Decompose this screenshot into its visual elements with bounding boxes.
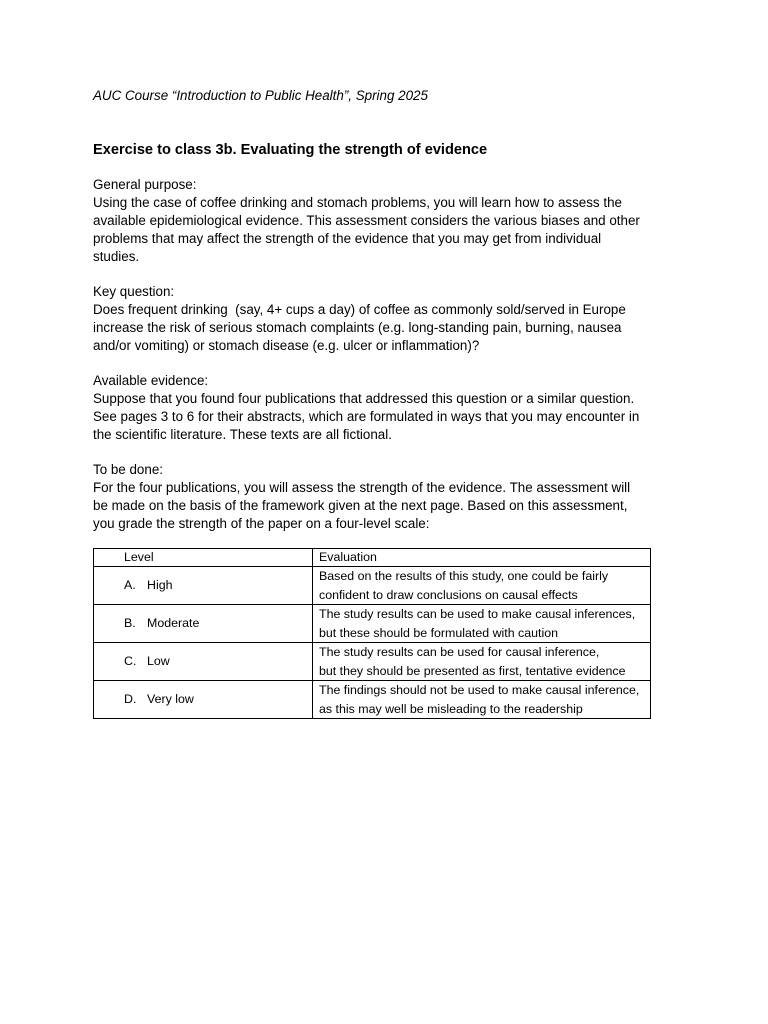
section-line: studies. <box>93 249 140 264</box>
table-row <box>94 643 651 681</box>
evaluation-line: confident to draw conclusions on causal effects <box>319 587 578 602</box>
evaluation-cell <box>313 567 651 605</box>
course-header: AUC Course “Introduction to Public Health”, Spring 2025 <box>93 88 428 103</box>
section-heading: Key question: <box>93 284 175 299</box>
section-line: you grade the strength of the paper on a four-level scale: <box>93 516 430 531</box>
level-cell <box>94 643 313 681</box>
section-line: For the four publications, you will assess the strength of the evidence. The assessment will <box>93 480 631 495</box>
level-cell <box>94 681 313 719</box>
section-heading: Available evidence: <box>93 373 209 388</box>
section-line: problems that may affect the strength of the evidence that you may get from individual <box>93 231 602 246</box>
level-label: High <box>147 578 173 593</box>
table-header-row <box>94 549 651 567</box>
evaluation-line: but they should be presented as first, tentative evidence <box>319 663 626 678</box>
document-page <box>93 86 683 719</box>
level-letter: B. <box>124 616 136 631</box>
level-letter: A. <box>124 578 136 593</box>
section-key-question <box>93 283 683 355</box>
evaluation-cell <box>313 681 651 719</box>
section-line: the scientific literature. These texts are all fictional. <box>93 427 392 442</box>
evaluation-line: The study results can be used to make causal inferences, <box>319 607 636 621</box>
evaluation-cell <box>313 605 651 643</box>
level-letter: C. <box>124 654 137 669</box>
section-heading: General purpose: <box>93 177 197 192</box>
evaluation-line: but these should be formulated with caution <box>319 625 559 640</box>
evaluation-line: as this may well be misleading to the readership <box>319 701 583 716</box>
table-header-level: Level <box>94 549 313 567</box>
evaluation-line: Based on the results of this study, one could be fairly <box>319 569 609 583</box>
evidence-level-table <box>93 548 651 719</box>
section-line: Suppose that you found four publications that addressed this question or a similar question. <box>93 391 635 406</box>
section-line: See pages 3 to 6 for their abstracts, which are formulated in ways that you may encounter in <box>93 409 640 424</box>
evaluation-line: The study results can be used for causal inference, <box>319 645 600 659</box>
section-line: Using the case of coffee drinking and stomach problems, you will learn how to assess the <box>93 195 622 210</box>
level-cell <box>94 605 313 643</box>
section-general-purpose <box>93 176 683 266</box>
section-to-be-done <box>93 461 683 533</box>
evaluation-cell <box>313 643 651 681</box>
section-line: increase the risk of serious stomach complaints (e.g. long-standing pain, burning, nausea <box>93 320 622 335</box>
section-line: available epidemiological evidence. This assessment considers the various biases and other <box>93 213 640 228</box>
section-line: and/or vomiting) or stomach disease (e.g. ulcer or inflammation)? <box>93 338 480 353</box>
level-label: Very low <box>147 692 194 707</box>
evaluation-line: The findings should not be used to make causal inference, <box>319 683 640 697</box>
level-label: Moderate <box>147 616 200 631</box>
table-header-evaluation: Evaluation <box>313 549 651 567</box>
section-line: be made on the basis of the framework given at the next page. Based on this assessment, <box>93 498 628 513</box>
exercise-title: Exercise to class 3b. Evaluating the strength of evidence <box>93 142 488 158</box>
section-line: Does frequent drinking (say, 4+ cups a day) of coffee as commonly sold/served in Europe <box>93 302 626 317</box>
level-label: Low <box>147 654 170 669</box>
section-available-evidence <box>93 372 683 444</box>
table-row <box>94 605 651 643</box>
table-row <box>94 567 651 605</box>
level-letter: D. <box>124 692 137 707</box>
table-row <box>94 681 651 719</box>
section-heading: To be done: <box>93 462 163 477</box>
level-cell <box>94 567 313 605</box>
